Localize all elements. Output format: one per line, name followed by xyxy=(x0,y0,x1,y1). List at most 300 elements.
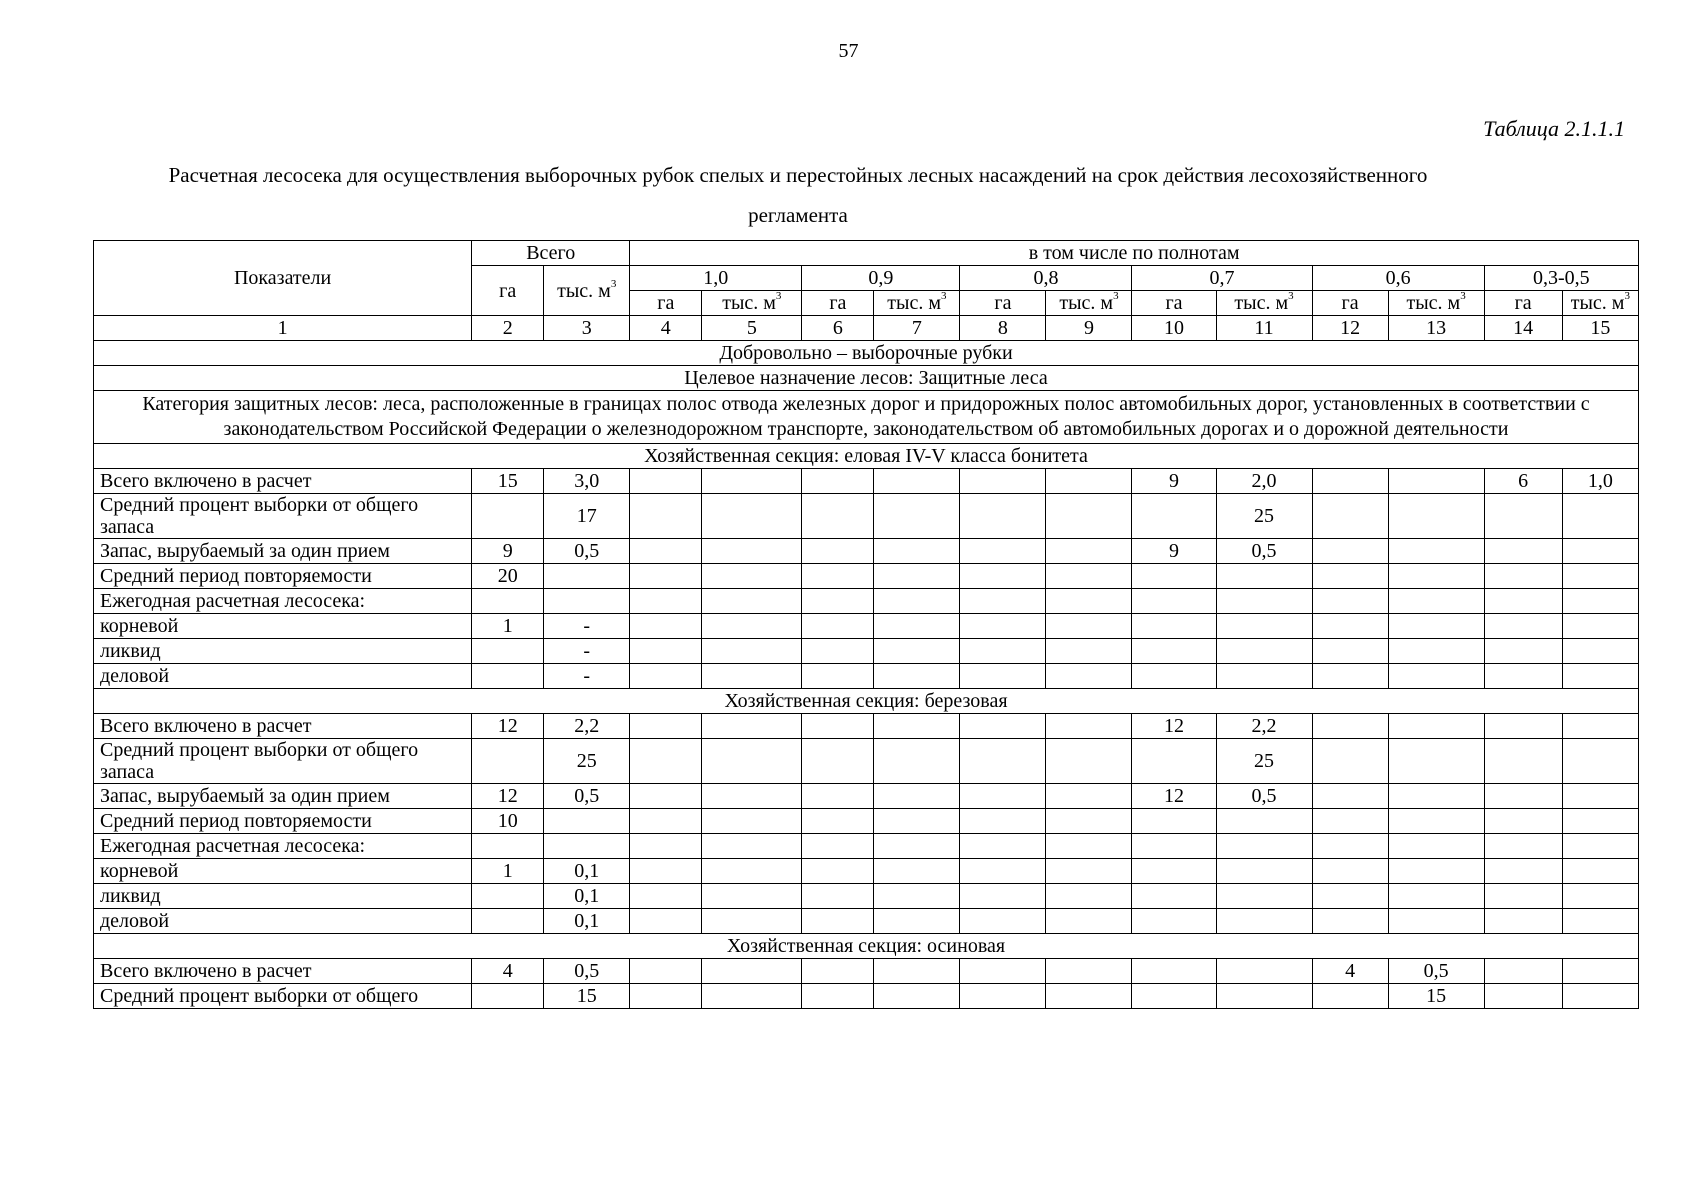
table-cell: 9 xyxy=(472,539,544,564)
table-cell xyxy=(702,809,802,834)
table-cell xyxy=(1388,809,1484,834)
table-cell: 15 xyxy=(1388,984,1484,1009)
table-cell xyxy=(1312,859,1388,884)
table-cell xyxy=(1216,809,1312,834)
table-cell xyxy=(1484,984,1562,1009)
table-cell xyxy=(1132,589,1216,614)
table-cell xyxy=(1046,959,1132,984)
table-cell xyxy=(960,909,1046,934)
volume-unit: тыс. м xyxy=(1059,292,1114,314)
table-cell xyxy=(1312,639,1388,664)
table-cell xyxy=(1046,834,1132,859)
table-cell xyxy=(630,959,702,984)
table-cell xyxy=(1388,589,1484,614)
table-cell xyxy=(1312,809,1388,834)
table-cell xyxy=(874,909,960,934)
table-cell xyxy=(960,539,1046,564)
table-cell xyxy=(630,589,702,614)
table-cell xyxy=(1562,909,1638,934)
table-cell xyxy=(630,539,702,564)
table-cell: 12 xyxy=(1132,784,1216,809)
table-cell xyxy=(1562,494,1638,539)
column-number: 7 xyxy=(874,316,960,341)
table-cell xyxy=(802,564,874,589)
table-cell: 0,5 xyxy=(544,959,630,984)
table-cell xyxy=(544,564,630,589)
table-cell xyxy=(1132,614,1216,639)
table-cell: 0,1 xyxy=(544,859,630,884)
table-cell xyxy=(1132,664,1216,689)
row-label: Запас, вырубаемый за один прием xyxy=(94,539,472,564)
table-cell xyxy=(1312,834,1388,859)
table-cell xyxy=(874,809,960,834)
table-cell xyxy=(874,494,960,539)
table-cell xyxy=(1216,614,1312,639)
volume-unit: тыс. м xyxy=(1570,292,1625,314)
table-cell xyxy=(630,614,702,639)
column-number: 10 xyxy=(1132,316,1216,341)
table-cell xyxy=(1312,564,1388,589)
row-label: Всего включено в расчет xyxy=(94,469,472,494)
row-label: Ежегодная расчетная лесосека: xyxy=(94,589,472,614)
table-cell xyxy=(472,984,544,1009)
table-cell xyxy=(802,784,874,809)
density-header: 0,8 xyxy=(960,266,1132,291)
table-cell xyxy=(472,739,544,784)
table-cell xyxy=(874,639,960,664)
table-cell xyxy=(702,589,802,614)
ha-header: га xyxy=(1132,291,1216,316)
table-cell xyxy=(802,884,874,909)
table-row xyxy=(94,589,1639,614)
table-cell xyxy=(874,739,960,784)
table-cell xyxy=(1132,884,1216,909)
table-cell xyxy=(802,494,874,539)
table-cell xyxy=(1562,639,1638,664)
by-density-header: в том числе по полнотам xyxy=(630,241,1639,266)
table-cell xyxy=(1484,834,1562,859)
table-cell xyxy=(702,909,802,934)
table-cell xyxy=(1046,739,1132,784)
table-row xyxy=(94,809,1639,834)
table-cell xyxy=(630,884,702,909)
ha-header: га xyxy=(960,291,1046,316)
table-cell xyxy=(1388,469,1484,494)
table-cell xyxy=(702,469,802,494)
table-cell xyxy=(1312,984,1388,1009)
cube-superscript: 3 xyxy=(1460,290,1466,303)
table-cell xyxy=(702,639,802,664)
volume-unit: тыс. м xyxy=(1406,292,1461,314)
table-cell xyxy=(802,589,874,614)
row-label: Ежегодная расчетная лесосека: xyxy=(94,834,472,859)
table-cell xyxy=(874,984,960,1009)
table-cell xyxy=(472,639,544,664)
table-cell xyxy=(1312,909,1388,934)
table-row xyxy=(94,664,1639,689)
table-cell xyxy=(1046,809,1132,834)
table-cell xyxy=(1132,564,1216,589)
table-cell xyxy=(1562,589,1638,614)
table-cell xyxy=(802,739,874,784)
table-cell xyxy=(1046,494,1132,539)
table-cell xyxy=(1046,589,1132,614)
table-cell xyxy=(702,739,802,784)
column-number-row xyxy=(94,316,1639,341)
table-cell xyxy=(960,714,1046,739)
table-cell xyxy=(1132,834,1216,859)
table-cell xyxy=(630,784,702,809)
table-cell xyxy=(1388,564,1484,589)
table-cell: 4 xyxy=(472,959,544,984)
table-cell: 0,5 xyxy=(544,784,630,809)
table-row xyxy=(94,714,1639,739)
table-cell xyxy=(1388,784,1484,809)
table-cell xyxy=(1046,714,1132,739)
table-cell: 17 xyxy=(544,494,630,539)
table-cell xyxy=(1216,664,1312,689)
table-cell xyxy=(1132,494,1216,539)
table-cell xyxy=(1132,909,1216,934)
table-cell xyxy=(472,834,544,859)
table-cell xyxy=(960,809,1046,834)
table-cell xyxy=(874,784,960,809)
table-cell xyxy=(702,959,802,984)
table-cell: 25 xyxy=(1216,494,1312,539)
table-cell: - xyxy=(544,664,630,689)
table-cell xyxy=(802,469,874,494)
table-cell xyxy=(702,494,802,539)
table-cell xyxy=(1046,539,1132,564)
table-cell xyxy=(1562,739,1638,784)
table-cell xyxy=(544,809,630,834)
row-label: Средний период повторяемости xyxy=(94,564,472,589)
total-volume-header: тыс. $м^3$ xyxy=(544,266,630,316)
row-label: деловой xyxy=(94,909,472,934)
table-cell xyxy=(544,834,630,859)
table-cell xyxy=(472,494,544,539)
table-row xyxy=(94,959,1639,984)
table-cell xyxy=(802,809,874,834)
row-label: корневой xyxy=(94,614,472,639)
table-cell xyxy=(472,589,544,614)
table-cell xyxy=(1388,714,1484,739)
ha-header: га xyxy=(802,291,874,316)
column-number: 6 xyxy=(802,316,874,341)
forest-purpose-heading-row xyxy=(94,366,1639,391)
table-cell xyxy=(1562,984,1638,1009)
section-heading-row xyxy=(94,689,1639,714)
table-cell xyxy=(1216,859,1312,884)
table-cell xyxy=(874,834,960,859)
table-cell xyxy=(1562,834,1638,859)
row-label: деловой xyxy=(94,664,472,689)
volume-header xyxy=(1562,291,1638,316)
table-row xyxy=(94,909,1639,934)
table-cell: 1 xyxy=(472,859,544,884)
felling-type-heading-row xyxy=(94,341,1639,366)
table-cell xyxy=(1484,639,1562,664)
table-cell xyxy=(630,739,702,784)
table-cell xyxy=(1046,784,1132,809)
table-cell xyxy=(802,959,874,984)
volume-header xyxy=(1216,291,1312,316)
table-cell: 0,1 xyxy=(544,884,630,909)
table-cell xyxy=(1046,664,1132,689)
column-number: 5 xyxy=(702,316,802,341)
table-cell: 20 xyxy=(472,564,544,589)
table-cell xyxy=(960,664,1046,689)
table-cell xyxy=(1216,884,1312,909)
cube-superscript: 3 xyxy=(941,290,947,303)
column-number: 2 xyxy=(472,316,544,341)
forest-category-heading-row xyxy=(94,391,1639,444)
row-label: Запас, вырубаемый за один прием xyxy=(94,784,472,809)
ha-header: га xyxy=(1484,291,1562,316)
table-cell xyxy=(472,664,544,689)
header-row-1 xyxy=(94,241,1639,266)
table-cell xyxy=(960,784,1046,809)
table-row xyxy=(94,564,1639,589)
table-cell xyxy=(630,809,702,834)
table-cell: 4 xyxy=(1312,959,1388,984)
table-cell: 2,2 xyxy=(544,714,630,739)
table-cell xyxy=(1312,614,1388,639)
table-cell xyxy=(702,884,802,909)
table-cell xyxy=(702,539,802,564)
table-cell xyxy=(1562,664,1638,689)
table-cell xyxy=(1216,589,1312,614)
table-cell xyxy=(1484,859,1562,884)
table-cell xyxy=(1132,984,1216,1009)
section-heading-row xyxy=(94,934,1639,959)
table-cell xyxy=(960,589,1046,614)
table-cell xyxy=(1388,614,1484,639)
section-heading-row xyxy=(94,444,1639,469)
table-cell xyxy=(960,614,1046,639)
column-number: 13 xyxy=(1388,316,1484,341)
table-cell xyxy=(1132,959,1216,984)
table-cell xyxy=(1046,859,1132,884)
table-cell xyxy=(1562,784,1638,809)
table-cell: 2,2 xyxy=(1216,714,1312,739)
column-number: 1 xyxy=(94,316,472,341)
table-cell xyxy=(1312,589,1388,614)
table-cell xyxy=(1312,884,1388,909)
table-cell xyxy=(1046,469,1132,494)
column-number: 12 xyxy=(1312,316,1388,341)
row-label: Всего включено в расчет xyxy=(94,959,472,984)
table-cell xyxy=(1388,639,1484,664)
table-cell xyxy=(1388,664,1484,689)
table-cell xyxy=(1046,614,1132,639)
table-cell xyxy=(1312,469,1388,494)
total-header: Всего xyxy=(472,241,630,266)
column-number: 15 xyxy=(1562,316,1638,341)
table-cell xyxy=(874,564,960,589)
table-cell xyxy=(1132,739,1216,784)
table-cell xyxy=(702,834,802,859)
table-cell: 0,5 xyxy=(1388,959,1484,984)
table-title: Расчетная лесосека для осуществления выборочных рубок спелых и перестойных лесных насаждений на срок действия лесохозяйственного регламента xyxy=(168,163,1428,227)
table-cell xyxy=(630,664,702,689)
table-cell xyxy=(1216,639,1312,664)
table-cell xyxy=(1216,834,1312,859)
volume-header xyxy=(702,291,802,316)
row-label: Средний процент выборки от общего запаса xyxy=(94,494,472,539)
table-cell xyxy=(960,959,1046,984)
table-cell xyxy=(1388,909,1484,934)
table-cell xyxy=(802,859,874,884)
table-caption: Таблица 2.1.1.1 xyxy=(1483,116,1625,141)
density-header: 0,9 xyxy=(802,266,960,291)
table-row xyxy=(94,984,1639,1009)
table-cell xyxy=(1132,809,1216,834)
volume-unit: тыс. м xyxy=(1234,292,1289,314)
table-cell xyxy=(1046,909,1132,934)
table-cell xyxy=(960,469,1046,494)
table-cell xyxy=(960,639,1046,664)
table-cell xyxy=(630,714,702,739)
table-cell xyxy=(702,714,802,739)
table-cell xyxy=(1388,859,1484,884)
table-cell xyxy=(702,784,802,809)
table-row xyxy=(94,859,1639,884)
cube-superscript: 3 xyxy=(1624,290,1630,303)
table-cell: 2,0 xyxy=(1216,469,1312,494)
table-cell xyxy=(960,859,1046,884)
table-cell xyxy=(874,614,960,639)
table-cell xyxy=(802,614,874,639)
density-header: 0,3-0,5 xyxy=(1484,266,1638,291)
table-cell xyxy=(1388,884,1484,909)
section-heading: Хозяйственная секция: осиновая xyxy=(94,934,1639,959)
density-header: 0,7 xyxy=(1132,266,1312,291)
column-number: 11 xyxy=(1216,316,1312,341)
table-cell xyxy=(630,859,702,884)
table-cell xyxy=(1484,564,1562,589)
table-cell xyxy=(630,834,702,859)
page-number: 57 xyxy=(838,40,859,62)
table-cell xyxy=(874,859,960,884)
table-cell: - xyxy=(544,614,630,639)
table-row xyxy=(94,784,1639,809)
table-cell xyxy=(1562,714,1638,739)
table-cell xyxy=(1562,539,1638,564)
felling-table xyxy=(93,240,1639,1009)
table-cell xyxy=(1484,739,1562,784)
table-cell xyxy=(702,664,802,689)
table-cell: - xyxy=(544,639,630,664)
table-cell xyxy=(874,469,960,494)
total-ha-header: га xyxy=(472,266,544,316)
table-cell xyxy=(630,909,702,934)
cube-superscript: 3 xyxy=(1288,290,1294,303)
table-cell xyxy=(802,714,874,739)
table-cell: 25 xyxy=(1216,739,1312,784)
table-cell xyxy=(1046,639,1132,664)
table-cell xyxy=(1132,639,1216,664)
table-cell xyxy=(960,984,1046,1009)
table-row xyxy=(94,614,1639,639)
table-cell xyxy=(960,564,1046,589)
forest-purpose-heading: Целевое назначение лесов: Защитные леса xyxy=(94,366,1639,391)
table-cell: 0,1 xyxy=(544,909,630,934)
table-cell xyxy=(1388,834,1484,859)
table-cell xyxy=(1216,959,1312,984)
table-cell xyxy=(1046,564,1132,589)
table-cell xyxy=(1484,614,1562,639)
table-cell xyxy=(874,539,960,564)
table-cell xyxy=(1484,589,1562,614)
table-cell xyxy=(1046,884,1132,909)
ha-header: га xyxy=(630,291,702,316)
section-heading: Хозяйственная секция: березовая xyxy=(94,689,1639,714)
column-number: 4 xyxy=(630,316,702,341)
table-row xyxy=(94,834,1639,859)
table-cell xyxy=(630,984,702,1009)
table-cell xyxy=(1388,539,1484,564)
volume-unit: тыс. м xyxy=(722,292,776,314)
table-cell: 12 xyxy=(1132,714,1216,739)
section-heading: Хозяйственная секция: еловая IV-V класса бонитета xyxy=(94,444,1639,469)
table-row xyxy=(94,469,1639,494)
row-label: Всего включено в расчет xyxy=(94,714,472,739)
felling-type-heading: Добровольно – выборочные рубки xyxy=(94,341,1639,366)
table-cell xyxy=(1484,539,1562,564)
table-cell xyxy=(1312,539,1388,564)
table-cell xyxy=(802,539,874,564)
table-cell xyxy=(630,564,702,589)
table-cell xyxy=(1312,494,1388,539)
table-row xyxy=(94,739,1639,784)
table-cell xyxy=(1484,714,1562,739)
table-cell xyxy=(1484,959,1562,984)
table-cell xyxy=(1216,909,1312,934)
table-cell: 12 xyxy=(472,714,544,739)
table-cell: 1 xyxy=(472,614,544,639)
table-cell xyxy=(1562,884,1638,909)
table-row xyxy=(94,639,1639,664)
table-cell xyxy=(1562,959,1638,984)
table-cell xyxy=(802,909,874,934)
table-cell xyxy=(702,614,802,639)
table-cell: 25 xyxy=(544,739,630,784)
table-cell xyxy=(1484,494,1562,539)
column-number: 3 xyxy=(544,316,630,341)
table-cell xyxy=(702,859,802,884)
table-cell: 3,0 xyxy=(544,469,630,494)
table-cell xyxy=(874,664,960,689)
table-cell xyxy=(1484,784,1562,809)
table-row xyxy=(94,884,1639,909)
density-header: 1,0 xyxy=(630,266,802,291)
row-label: ликвид xyxy=(94,639,472,664)
table-cell xyxy=(1312,714,1388,739)
row-label: Средний период повторяемости xyxy=(94,809,472,834)
table-cell xyxy=(1312,739,1388,784)
table-cell xyxy=(1484,809,1562,834)
table-row xyxy=(94,494,1639,539)
column-number: 9 xyxy=(1046,316,1132,341)
table-cell xyxy=(1562,809,1638,834)
table-cell xyxy=(802,984,874,1009)
table-cell xyxy=(1132,859,1216,884)
cube-superscript: 3 xyxy=(775,290,782,303)
volume-header xyxy=(874,291,960,316)
table-cell xyxy=(1388,739,1484,784)
table-cell xyxy=(1312,664,1388,689)
